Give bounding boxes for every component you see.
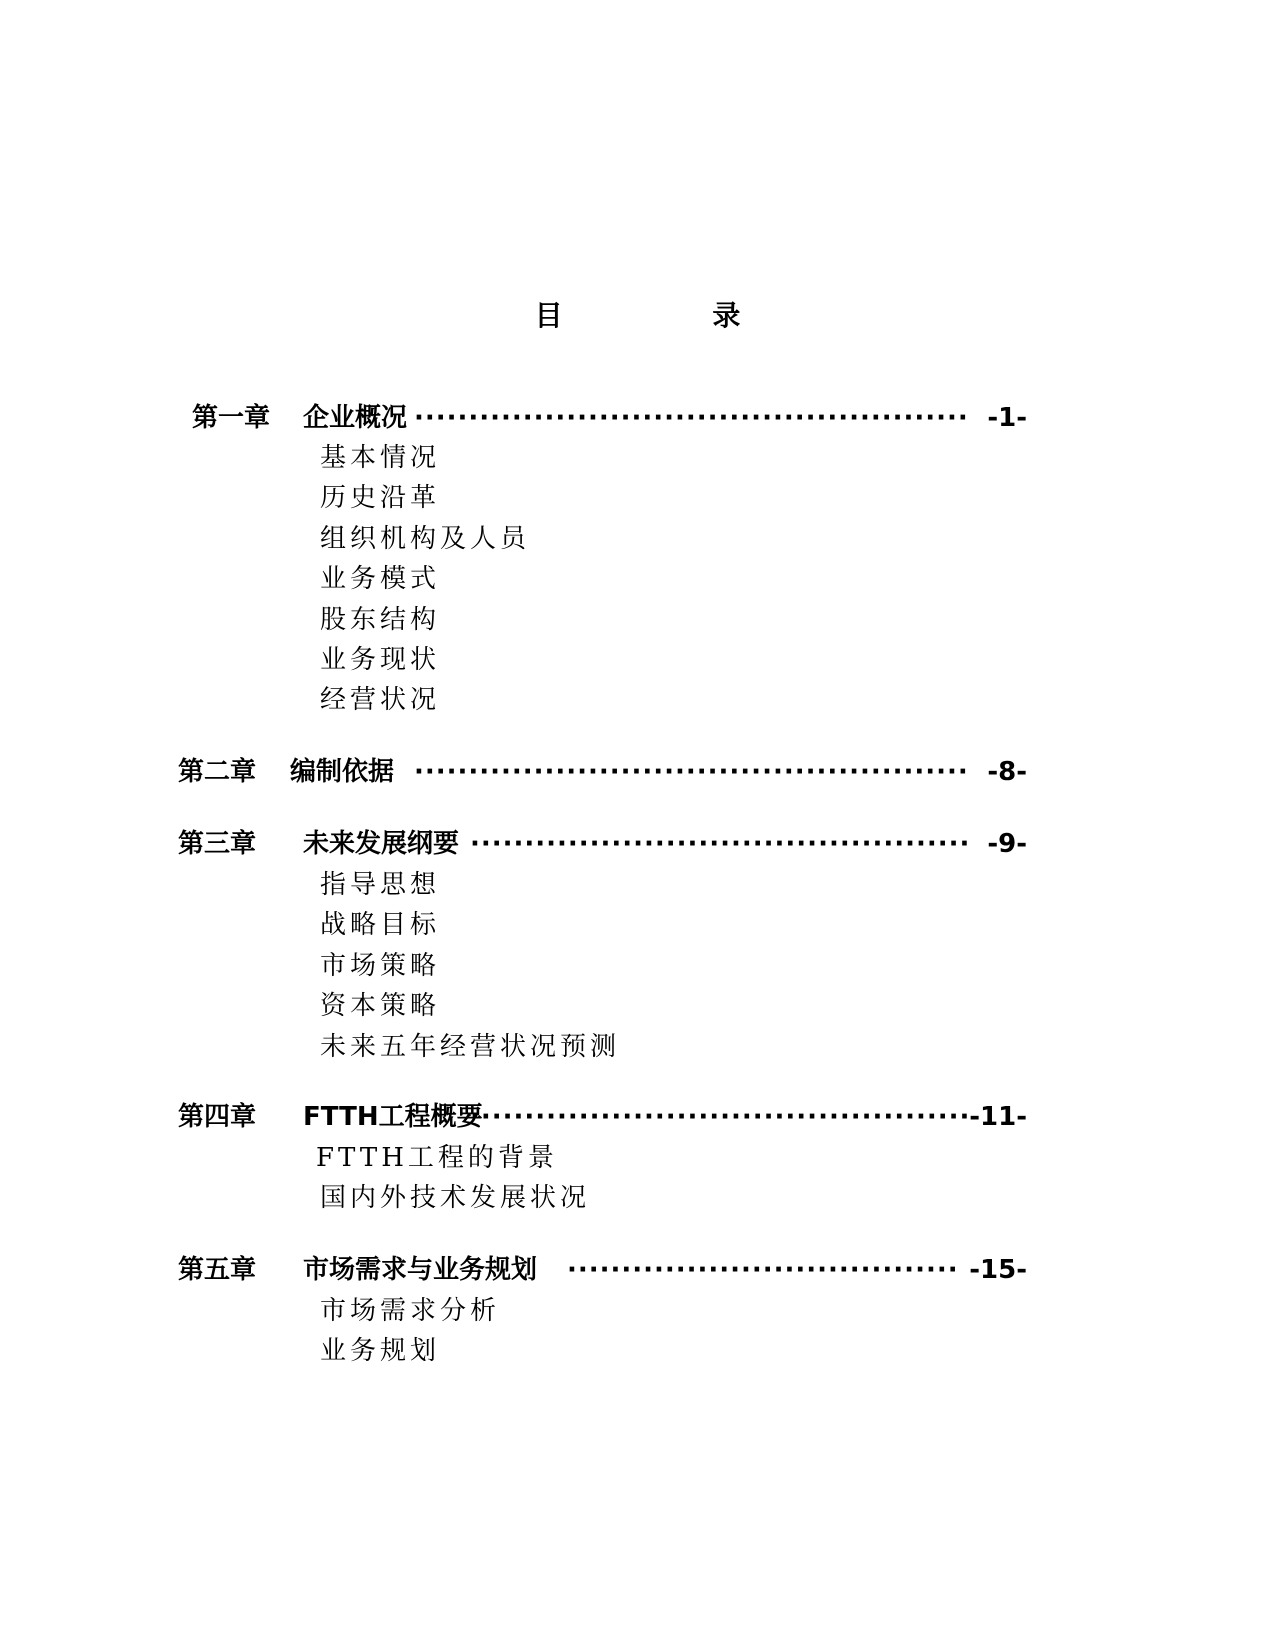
chapter-1-item-3[interactable]: 组织机构及人员 [320, 524, 531, 554]
chapter-3-item-2[interactable]: 战略目标 [320, 910, 441, 940]
chapter-4-heading[interactable] [0, 1099, 1275, 1135]
chapter-5-title: 市场需求与业务规划 [303, 1255, 538, 1285]
chapter-5-item-2[interactable]: 业务规划 [320, 1336, 441, 1366]
chapter-3-heading[interactable] [0, 826, 1275, 862]
chapter-1-heading[interactable] [0, 400, 1275, 436]
chapter-1-item-2[interactable]: 历史沿革 [320, 483, 441, 513]
chapter-3-item-3[interactable]: 市场策略 [320, 951, 441, 981]
chapter-1-item-1[interactable]: 基本情况 [320, 443, 441, 473]
chapter-4-leader [470, 1099, 970, 1135]
chapter-2-page: -8- [987, 757, 1027, 787]
chapter-2-leader [414, 754, 970, 790]
chapter-5-heading[interactable] [0, 1252, 1275, 1288]
chapter-1-item-7[interactable]: 经营状况 [320, 685, 441, 715]
chapter-5-number: 第五章 [178, 1255, 257, 1285]
chapter-2-title: 编制依据 [290, 757, 395, 787]
chapter-2-number: 第二章 [178, 757, 257, 787]
chapter-5-page: -15- [969, 1255, 1027, 1285]
chapter-4-number: 第四章 [178, 1102, 257, 1132]
chapter-3-item-5[interactable]: 未来五年经营状况预测 [320, 1032, 621, 1062]
chapter-5-item-1[interactable]: 市场需求分析 [320, 1296, 501, 1326]
chapter-3-number: 第三章 [178, 829, 257, 859]
chapter-4-item-1[interactable]: FTTH工程的背景 [316, 1143, 558, 1173]
chapter-5-leader [567, 1252, 955, 1288]
chapter-1-page: -1- [987, 403, 1027, 433]
chapter-3-leader [470, 826, 970, 862]
chapter-3-page: -9- [987, 829, 1027, 859]
chapter-4-page: -11- [969, 1102, 1027, 1132]
page-title: 目 录 [534, 299, 811, 332]
chapter-3-item-4[interactable]: 资本策略 [320, 991, 441, 1021]
chapter-1-item-5[interactable]: 股东结构 [320, 605, 441, 635]
chapter-4-title: FTTH工程概要 [303, 1102, 483, 1132]
chapter-1-leader [414, 400, 970, 436]
chapter-4-item-2[interactable]: 国内外技术发展状况 [320, 1183, 591, 1213]
chapter-1-title: 企业概况 [303, 403, 408, 433]
chapter-1-item-6[interactable]: 业务现状 [320, 645, 441, 675]
chapter-3-item-1[interactable]: 指导思想 [320, 870, 441, 900]
chapter-2-heading[interactable] [0, 754, 1275, 790]
chapter-3-title: 未来发展纲要 [303, 829, 460, 859]
chapter-1-number: 第一章 [192, 403, 271, 433]
chapter-1-item-4[interactable]: 业务模式 [320, 564, 441, 594]
